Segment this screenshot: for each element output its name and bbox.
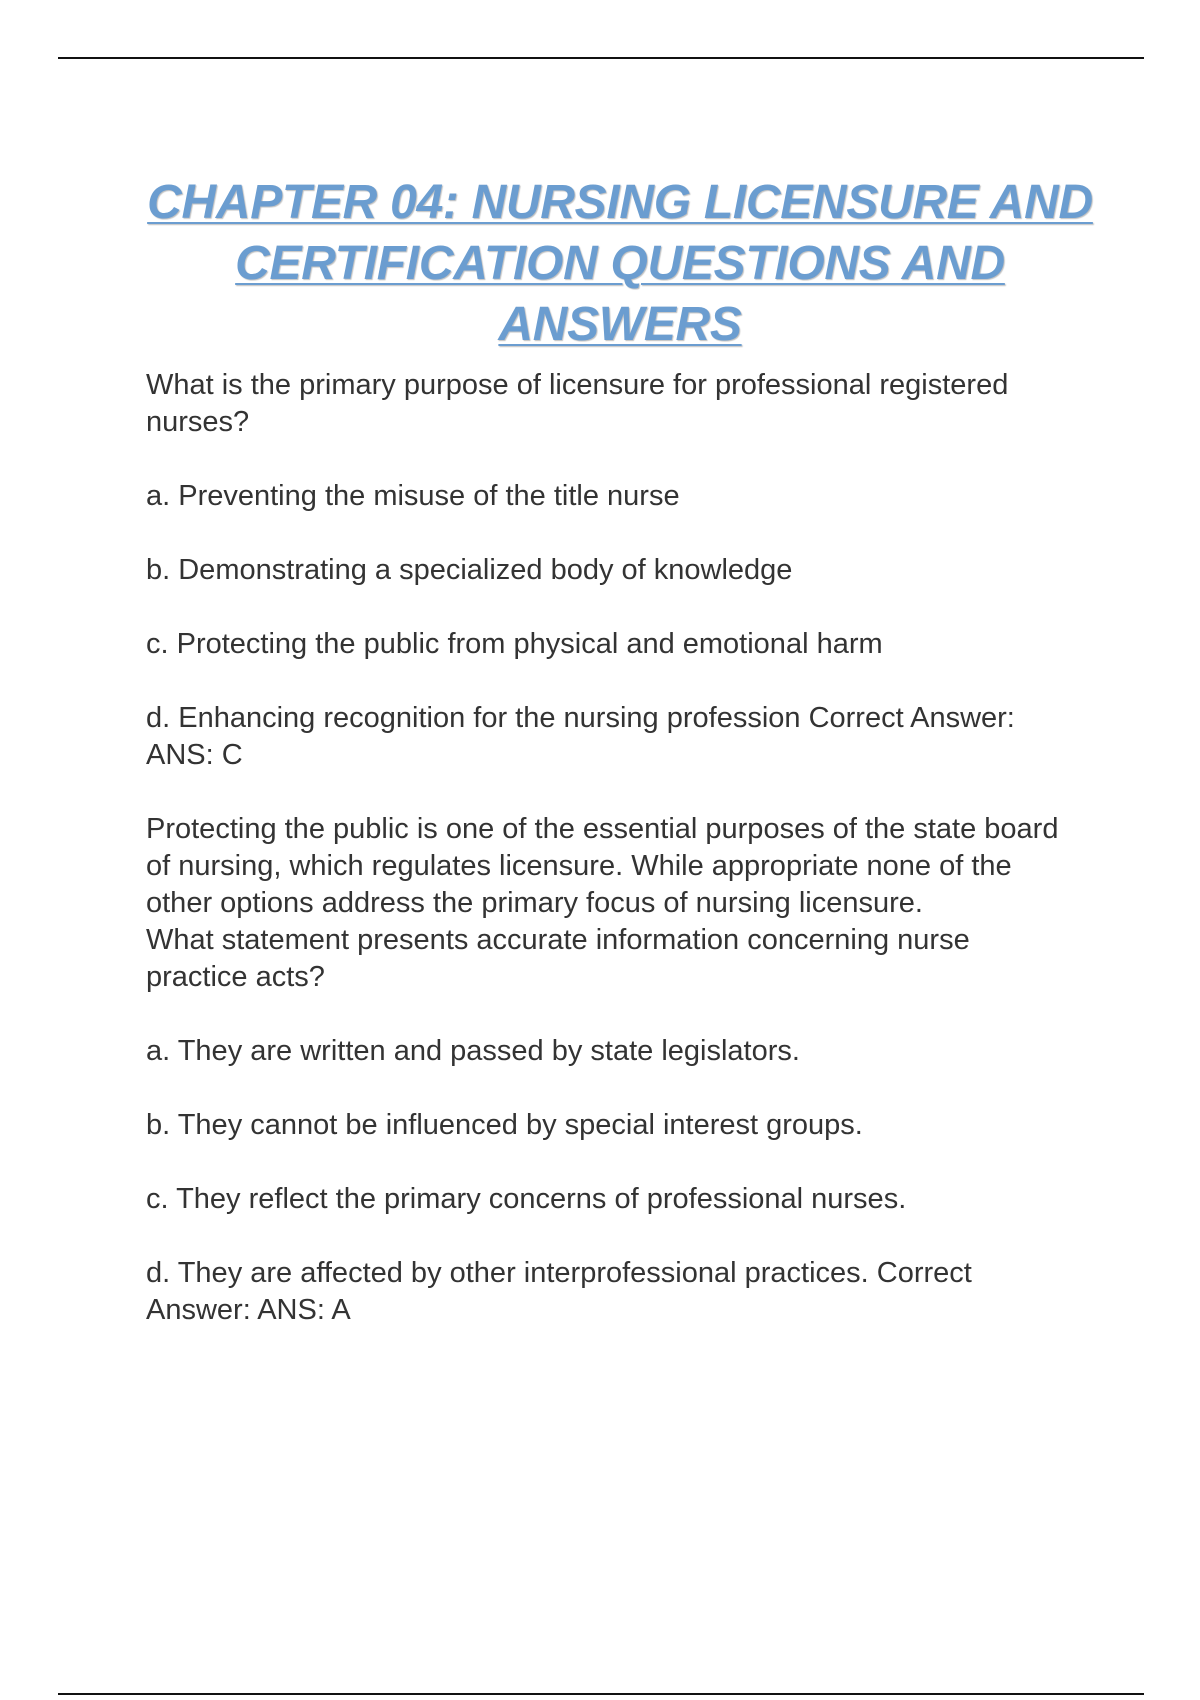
question-1-text: What is the primary purpose of licensure for professional registered nurses? bbox=[146, 369, 1009, 438]
question-1-option-a: a. Preventing the misuse of the title nurse bbox=[146, 480, 680, 512]
question-1-option-c: c. Protecting the public from physical and emotional harm bbox=[146, 628, 883, 660]
page-title: CHAPTER 04: NURSING LICENSURE AND CERTIFICATION QUESTIONS AND ANSWERS bbox=[147, 176, 1093, 352]
question-1-option-d: d. Enhancing recognition for the nursing profession Correct Answer: ANS: C bbox=[146, 702, 1015, 771]
question-2-option-d: d. They are affected by other interprofessional practices. Correct Answer: ANS: A bbox=[146, 1257, 972, 1326]
top-divider bbox=[58, 57, 1144, 59]
question-2-option-c: c. They reflect the primary concerns of professional nurses. bbox=[146, 1183, 907, 1215]
question-1-rationale: Protecting the public is one of the essential purposes of the state board of nursing, which regulates licensure. While appropriate none of the other options address the primary focus of nursing licensure. bbox=[146, 813, 1059, 919]
question-1-option-b: b. Demonstrating a specialized body of knowledge bbox=[146, 554, 793, 586]
question-2-option-a: a. They are written and passed by state legislators. bbox=[146, 1035, 800, 1067]
question-2-text: What statement presents accurate information concerning nurse practice acts? bbox=[146, 924, 970, 993]
bottom-divider bbox=[58, 1693, 1144, 1695]
question-2-option-b: b. They cannot be influenced by special interest groups. bbox=[146, 1109, 863, 1141]
document-body bbox=[146, 367, 1076, 1329]
